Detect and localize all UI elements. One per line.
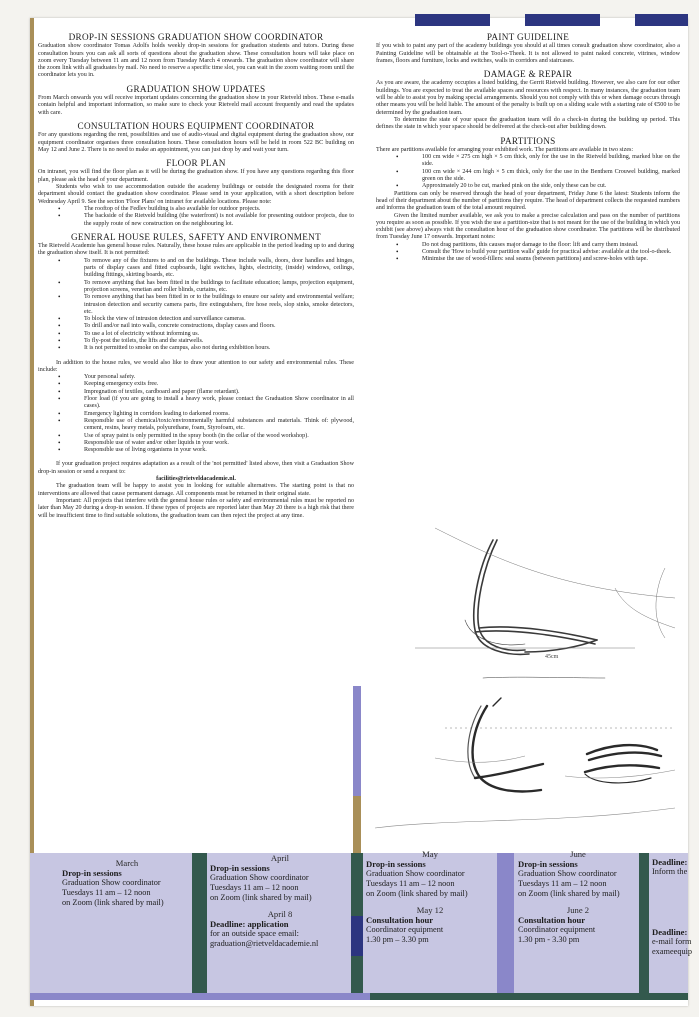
calendar-event-line: exameequip [652,947,693,956]
paint-guideline-heading: PAINT GUIDELINE [486,32,570,42]
calendar-event-line: 1.30 pm - 3.30 pm [518,935,580,944]
calendar-event-title: Deadline: [652,927,688,937]
partitions-heading: PARTITIONS [500,135,556,146]
calendar-event-line: for an outside space email: [210,929,299,938]
list-item: • Responsible use of chemical/toxic/environmentally harmful substances and materials. Think of: plywood, cement, resins, heavy metals, polyurethane, foam, Styrofoam, etc. [84,418,354,433]
calendar-event-date: May 12 [416,905,444,915]
list-item: • To remove anything that has been fitted in the buildings to facilitate education; lamps, projection equipment, projection screens, venetian and roller blinds, curtains, etc. [84,280,354,295]
safety-list [38,374,354,454]
list-item: • Impregnation of textiles, cardboard and paper (flame retardant). [84,389,354,396]
list-item: • Keeping emergency exits free. [84,381,354,388]
house-rules-heading: GENERAL HOUSE RULES, SAFETY AND ENVIRONMENT [70,231,322,242]
chair-sketch-illustration [375,528,688,858]
calendar-event-line[interactable]: graduation@rietveldacademie.nl [210,939,319,948]
printed-page [30,18,693,1006]
list-item: • Responsible use of water and/or other liquids in your work. [84,440,354,447]
calendar-month: April [270,853,290,863]
list-item: • It is not permitted to smoke on the campus, also not during exhibition hours. [84,345,354,352]
calendar-column-cutoff [652,853,693,983]
list-item: • To block the view of intrusion detection and surveillance cameras. [84,316,354,323]
adaptation-text-2: The graduation team will be happy to assist you in looking for suitable alternatives. The starting point is that no interventions are allowed that cause permanent damage. All components must be returned in their original state. [38,483,354,497]
list-item: • To remove anything that has been fitted in or to the buildings to ensure our safety and environmental welfare; intrusion detection and security camera parts, fire extinguishers, fire hose reels, slop sinks, smoke detectors, etc. [84,294,354,316]
calendar-event-title: Deadline: [652,857,688,867]
consultation-text: For any questions regarding the rent, possibilities and use of audio-visual and digital equipment during the graduation show, our equipment coordinator organises three consultation hours. These consultation hours will be held in room 522 BC building on May 12 and June 2. There is no need to make an appointment, you can just drop by and wait your turn. [38,132,354,153]
house-rules-list [38,258,354,353]
list-item: • Floor load (if you are going to install a heavy work, please contact the Graduation Show coordinator in all cases). [84,396,354,411]
list-item: • The backside of the Rietveld building (the waterfront) is not available for presenting outdoor projects, due to the supply route of new construction on the neighbouring lot. [84,213,354,228]
dropin-text: Graduation show coordinator Tomas Adolfs holds weekly drop-in sessions for graduation students and tutors. During these consultation hours you can ask all sorts of questions about the graduation show. These consultation hours will take place on zoom every Tuesday between 11 am and 12 noon from Tuesday March 4 onwards. The graduation show coordinator will share the zoom link with all graduates by mail. No need to reserve a specific time slot, you can wait in the zoom waiting room until the coordinator lets you in. [38,43,354,79]
list-item: • Approximately 20 to be cut, marked pink on the side, only these can be cut. [422,183,680,190]
calendar-event-line: on Zoom (link shared by mail) [210,893,312,902]
calendar-column-june [518,849,638,983]
calendar-event-title: Drop-in sessions [518,859,578,869]
floor-plan-text-1: On intranet, you will find the floor plan as it will be during the graduation show. If you have any questions regarding this floor plan, please ask the head of your department. [38,169,354,183]
list-item: • Emergency lighting in corridors leading to darkened rooms. [84,411,354,418]
left-column [38,30,354,520]
safety-intro: In addition to the house rules, we would also like to draw your attention to our safety and environmental rules. These include: [38,359,354,373]
right-column [376,30,680,264]
calendar-event-title: Consultation hour [366,915,434,925]
calendar-event-line: Graduation Show coordinator [518,869,617,878]
calendar-event-line: 1.30 pm – 3.30 pm [366,935,429,944]
calendar-event-title: Drop-in sessions [62,868,122,878]
color-bar-center-ochre [353,796,361,856]
calendar-column-april [210,853,350,983]
calendar-event-line: Tuesdays 11 am – 12 noon [62,888,151,897]
calendar-event-line: Tuesdays 11 am – 12 noon [518,879,607,888]
calendar-event-line: Coordinator equipment [366,925,444,934]
damage-repair-heading: DAMAGE & REPAIR [483,69,573,80]
calendar-event-line: on Zoom (link shared by mail) [518,889,620,898]
calendar-event-line: e-mail form [652,937,692,946]
list-item: • To use a lot of electricity without informing us. [84,331,354,338]
list-item: • The rooftop of the Fedlev building is also available for outdoor projects. [84,206,354,213]
dropin-heading: DROP-IN SESSIONS GRADUATION SHOW COORDINATOR [68,32,324,42]
calendar-event-title: Deadline: application [210,919,289,929]
calendar-event-title: Drop-in sessions [210,863,270,873]
list-item: • Responsible use of living organisms in your work. [84,447,354,454]
calendar-event-date: June 2 [566,905,590,915]
calendar-month: June [570,849,586,859]
calendar-event-title: Consultation hour [518,915,586,925]
sketch-dimension-label: 45cm [545,654,559,660]
calendar-event-line: on Zoom (link shared by mail) [366,889,468,898]
list-item: • Do not drag partitions, this causes major damage to the floor: lift and carry them instead. [422,242,680,249]
damage-repair-text-1: As you are aware, the academy occupies a listed building, the Gerrit Rietveld building. However, we also care for our other buildings. You are expected to treat the available spaces and resources with respect. In many instances, the graduation team will be able to assist you by making special arrangements. Should you not comply with this or when damage occurs through other means you will be held liable. The amount of the penalty is built up on a sliding scale with a starting rate of €500 to be determined by the graduation team. [376,80,680,116]
color-bar-bottom-green [370,992,688,1000]
calendar-event-line: Tuesdays 11 am – 12 noon [366,879,455,888]
calendar-event-title: Drop-in sessions [366,859,426,869]
updates-text: From March onwards you will receive important updates concerning the graduation show in your Rietveld inbox. These e-mails contain helpful and important information, so make sure to check your Rietveld mail account frequently and read the updates with care. [38,95,354,116]
color-bar-center-lilac [353,686,361,796]
list-item: • Minimise the use of wood-fillers: seal seams (between partitions) and screw-holes with tape. [422,256,680,263]
calendar-event-line: Graduation Show coordinator [62,878,161,887]
calendar-column-march [62,853,192,983]
list-item: • 100 cm wide × 244 cm high × 5 cm thick, only for the use in the Benthem Crouwel building, marked green on the side. [422,169,680,184]
house-rules-intro: The Rietveld Academie has general house rules. Naturally, these house rules are applicable in the period leading up to and during the graduation show itself. It is not permitted: [38,243,354,257]
damage-repair-text-2: To determine the state of your space the graduation team will do a check-in during the building up period. This defines the state in which your space should be delivered at the check-out after building down. [376,116,680,131]
partitions-intro: There are partitions available for arranging your exhibited work. The partitions are available in two sizes: [376,146,634,153]
partition-notes-list [376,242,680,264]
list-item: • Your personal safety. [84,374,354,381]
list-item: • To drill and/or nail into walls, concrete constructions, display cases and floors. [84,323,354,330]
partitions-text-2: Partitions can only be reserved through the head of your department, Friday June 6 the latest: Students inform the head of their department about the number of partitions they require. The head of department collects the requested numbers and informs the graduation team of the total amount required. [376,190,680,212]
adaptation-text-3: Important: All projects that interfere with the general house rules or safety and environmental rules must be reported no later than May 20 during a drop-in session. If these types of projects are reported later than May 20 there is a high risk that there will be insufficient time to find suitable solutions, the graduation team can then reject the project at any time. [38,497,354,519]
facilities-email[interactable]: facilities@rietveldacademie.nl. [156,476,236,483]
list-item: • 100 cm wide × 275 cm high × 5 cm thick, only for the use in the Rietveld building, marked blue on the side. [422,154,680,169]
calendar-event-line: Graduation Show coordinator [210,873,309,882]
list-item: • Use of spray paint is only permitted in the spray booth (in the cellar of the wood workshop). [84,433,354,440]
calendar-event-line: Coordinator equipment [518,925,596,934]
calendar-event-line: on Zoom (link shared by mail) [62,898,164,907]
list-item: • Consult the 'How to build your partition walls' guide for practical advise: available at the tool-o-theek. [422,249,680,256]
calendar-event-date: April 8 [267,909,293,919]
calendar-column-may [366,849,494,983]
consultation-heading: CONSULTATION HOURS EQUIPMENT COORDINATOR [77,120,315,131]
floor-plan-heading: FLOOR PLAN [166,158,226,169]
floor-plan-text-2: Students who wish to use accommodation outside the academy buildings or outside the designated rooms for their department should contact the graduation show coordinator. Please send in your application, with a short description before Wednesday April 9. See the section 'Floor Plans' on intranet for available locations. Please note: [38,184,354,205]
color-bar-top-navy-3 [635,14,688,26]
color-bar-bottom-lilac [30,992,370,1000]
partitions-text-3: Given the limited number available, we ask you to make a precise calculation and pass on the number of partitions you require as soon as possible. If you wish the use a partition-size that is not meant for the use of the building in which you exhibit (see above) always visit the consultation hour of the graduation show coordinator. The partitions will be distributed from Tuesday June 17 onwards. Important notes: [376,212,680,241]
floor-plan-list [38,206,354,228]
list-item: • To remove any of the fixtures to and on the buildings. These include walls, doors, door handles and hinges, parts of display cases and fitted cupboards, light switches, lights, electricity, (inside) windows, ceilings, building fittings, skirting boards, etc. [84,258,354,280]
calendar-month: March [115,858,139,868]
calendar [30,849,693,983]
updates-heading: GRADUATION SHOW UPDATES [126,83,266,94]
paint-guideline-text: If you wish to paint any part of the academy buildings you should at all times consult graduation show coordinator, also a Painting Guideline will be obtainable at the Tool-o-Theek. It is not allowed to paint naked concrete, vitrines, window frames, floors and furniture, locks and switches, walls in corridors and staircases. [376,43,680,64]
calendar-month: May [422,849,438,859]
partition-sizes-list [376,154,680,190]
adaptation-text: If your graduation project requires adaptation as a result of the 'not permitted' listed above, then visit a Graduation Show drop-in session or send a request to: [38,461,354,475]
list-item: • To fly-post the toilets, the lifts and the stairwells. [84,338,354,345]
calendar-event-line: Tuesdays 11 am – 12 noon [210,883,299,892]
calendar-event-line: Inform the [652,867,688,876]
calendar-event-line: Graduation Show coordinator [366,869,465,878]
color-bar-top-navy-2 [525,14,600,26]
color-bar-top-navy-1 [415,14,490,26]
